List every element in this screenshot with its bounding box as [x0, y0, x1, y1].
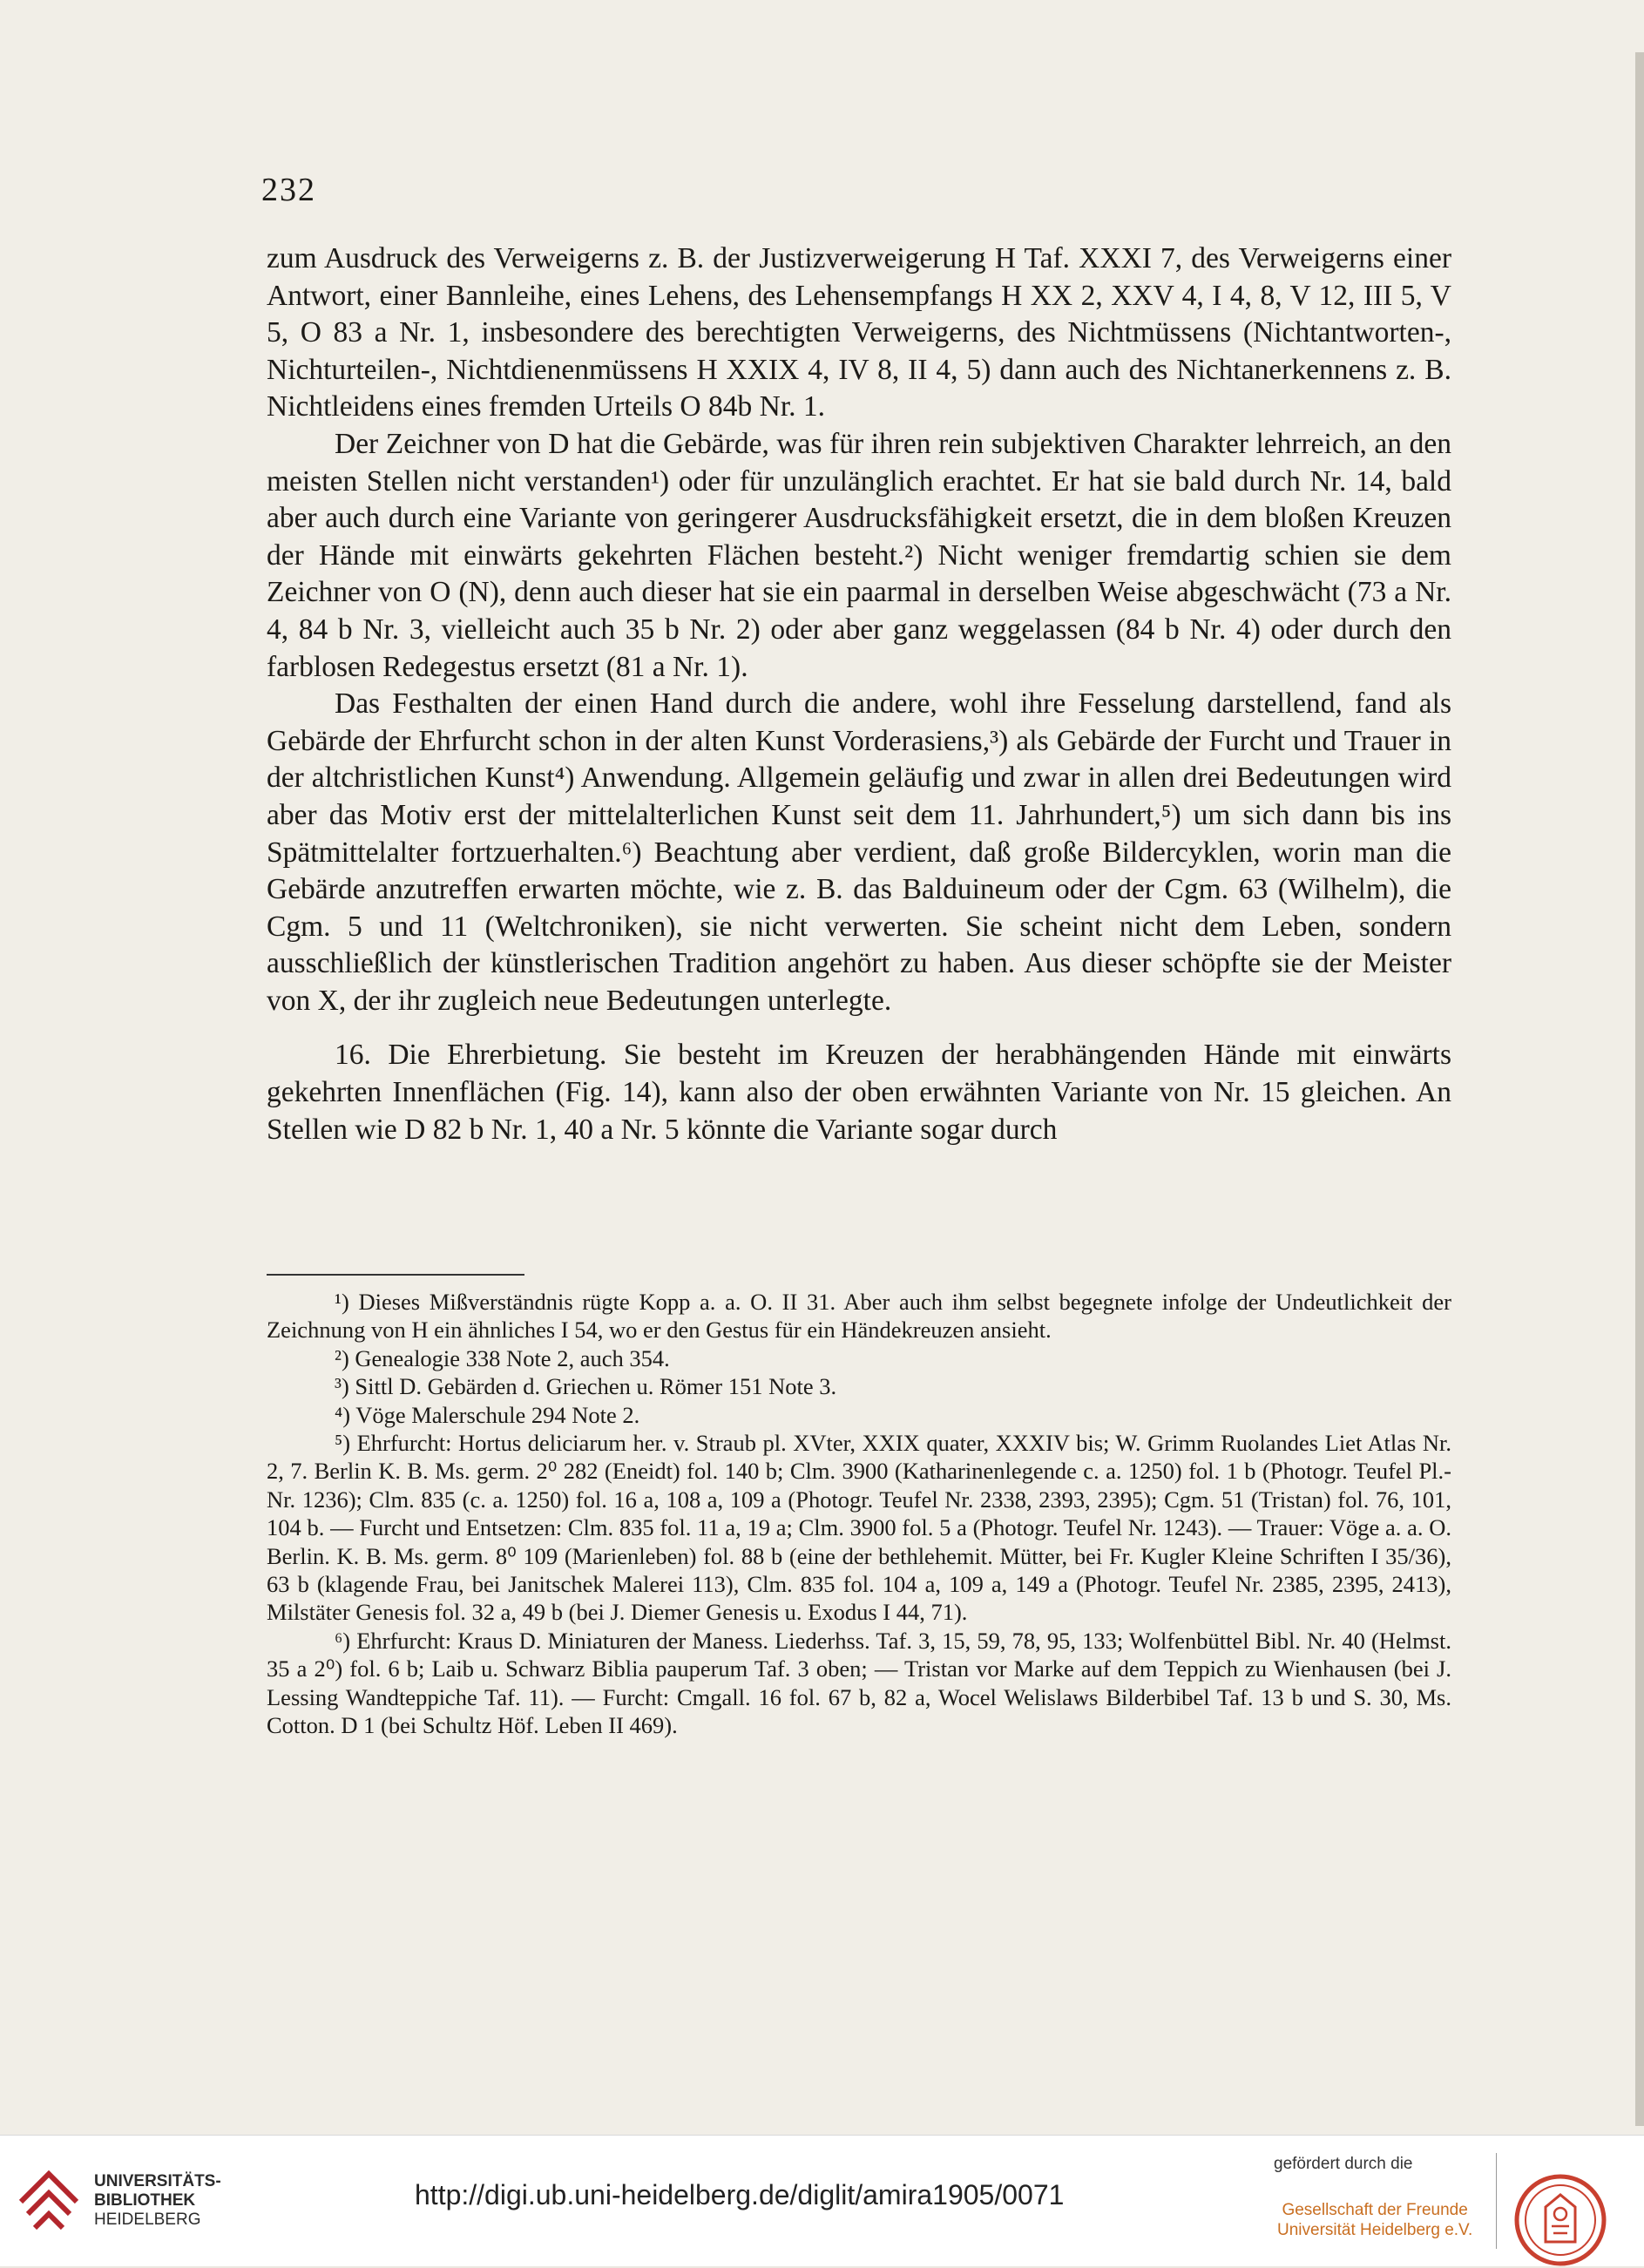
- library-name-line: HEIDELBERG: [94, 2210, 201, 2229]
- footnote: ³) Sittl D. Gebärden d. Griechen u. Römer 151 Note 3.: [335, 1373, 837, 1400]
- library-logo-icon[interactable]: [16, 2167, 84, 2237]
- viewer-footer: [0, 2135, 1644, 2266]
- footnote: ²) Genealogie 338 Note 2, auch 354.: [335, 1344, 670, 1371]
- footnote: ¹) Dieses Mißverständnis rügte Kopp a. a. O. II 31. Aber auch ihm selbst begegnete infolge der Undeutlichkeit der Zeichnung von H ein ähnliches I 54, wo er den Gestus für ein Händekreuzen ansieht.: [267, 1289, 1451, 1344]
- sponsor-line: Gesellschaft der Freunde: [1282, 2201, 1468, 2219]
- sponsor-name[interactable]: [1277, 2200, 1472, 2240]
- body-text: [267, 240, 1451, 1148]
- paragraph: zum Ausdruck des Verweigerns z. B. der Justizverweigerung H Taf. XXXI 7, des Verweigerns einer Antwort, einer Bannleihe, eines Lehens, des Lehensempfangs H XX 2, XXV 4, I 4, 8, V 12, III 5, V 5, O 83 a Nr. 1, insbesondere des berechtigten Verweigerns, des Nichtmüssens (Nichtantworten-, Nichturteilen-, Nichtdienenmüssens H XXIX 4, IV 8, II 4, 5) dann auch des Nichtanerkennens z. B. Nichtleidens eines fremden Urteils O 84b Nr. 1.: [267, 242, 1451, 423]
- sponsor-line: Universität Heidelberg e.V.: [1277, 2221, 1473, 2239]
- university-seal-icon: [1512, 2172, 1608, 2268]
- footer-divider: [1496, 2153, 1497, 2249]
- footnote: ⁵) Ehrfurcht: Hortus deliciarum her. v. Straub pl. XVter, XXIX quater, XXXIV bis; W. Grimm Ruolandes Liet Atlas Nr. 2, 7. Berlin K. B. Ms. germ. 2⁰ 282 (Eneidt) fol. 140 b; Clm. 3900 (Katharinenlegende c. a. 1250) fol. 1 b (Photogr. Teufel Pl.-Nr. 1236); Clm. 835 (c. a. 1250) fol. 16 a, 108 a, 109 a (Photogr. Teufel Nr. 2338, 2393, 2395); Cgm. 51 (Tristan) fol. 76, 101, 104 b. — Furcht und Entsetzen: Clm. 835 fol. 11 a, 19 a; Clm. 3900 fol. 5 a (Photogr. Teufel Nr. 1243). — Trauer: Vöge a. a. O. Berlin. K. B. Ms. germ. 8⁰ 109 (Marienleben) fol. 88 b (eine der bethlehemit. Mütter, bei Fr. Kugler Kleine Schriften I 35/36), 63 b (klagende Frau, bei Janitschek Malerei 113), Clm. 835 fol. 104 a, 109 a, 149 a (Photogr. Teufel Nr. 2385, 2395, 2413), Milstäter Genesis fol. 32 a, 49 b (bei J. Diemer Genesis u. Exodus I 44, 71).: [267, 1430, 1451, 1626]
- footnote: ⁶) Ehrfurcht: Kraus D. Miniaturen der Maness. Liederhss. Taf. 3, 15, 59, 78, 95, 133; Wolfenbüttel Bibl. Nr. 40 (Helmst. 35 a 2⁰) fol. 6 b; Laib u. Schwarz Biblia pauperum Taf. 3 oben; — Tristan vor Marke auf dem Teppich zu Wienhausen (bei J. Lessing Wandteppiche Taf. 11). — Furcht: Cmgall. 16 fol. 67 b, 82 a, Wocel Welislaws Bilderbibel Taf. 13 b und S. 30, Ms. Cotton. D 1 (bei Schultz Höf. Leben II 469).: [267, 1627, 1451, 1739]
- footnote: ⁴) Vöge Malerschule 294 Note 2.: [335, 1401, 640, 1428]
- sponsor-prefix: gefördert durch die: [1274, 2155, 1413, 2173]
- library-name-line: UNIVERSITÄTS-: [94, 2172, 221, 2190]
- footnote-rule: [267, 1274, 524, 1276]
- section-paragraph: 16. Die Ehrerbietung. Sie besteht im Kreuzen der herabhängenden Hände mit einwärts gekehrten Innenflächen (Fig. 14), kann also der oben erwähnten Variante von Nr. 15 gleichen. An Stellen wie D 82 b Nr. 1, 40 a Nr. 5 könnte die Variante sogar durch: [267, 1039, 1451, 1146]
- paragraph: Das Festhalten der einen Hand durch die andere, wohl ihre Fesselung darstellend, fand als Gebärde der Ehrfurcht schon in der alten Kunst Vorderasiens,³) als Gebärde der Furcht und Trauer in der altchristlichen Kunst⁴) Anwendung. Allgemein geläufig und zwar in allen drei Bedeutungen wird aber das Motiv erst der mittelalterlichen Kunst seit dem 11. Jahrhundert,⁵) um sich dann bis ins Spätmittelalter fortzuerhalten.⁶) Beachtung aber verdient, daß große Bildercyklen, worin man die Gebärde anzutreffen erwarten möchte, wie z. B. das Balduineum oder der Cgm. 63 (Wilhelm), die Cgm. 5 und 11 (Weltchroniken), sie nicht verwerten. Sie scheint nicht dem Leben, sondern ausschließlich der künstlerischen Tradition angehört zu haben. Aus dieser schöpfte sie der Meister von X, der ihr zugleich neue Bedeutungen unterlegte.: [267, 687, 1451, 1017]
- library-name-line: BIBLIOTHEK: [94, 2191, 196, 2210]
- permalink-url[interactable]: http://digi.ub.uni-heidelberg.de/diglit/amira1905/0071: [415, 2179, 1065, 2210]
- library-name[interactable]: [94, 2172, 221, 2230]
- page-edge-shadow: [1635, 52, 1644, 2126]
- page-number: 232: [261, 172, 316, 208]
- footnotes: [267, 1288, 1451, 1740]
- paragraph: Der Zeichner von D hat die Gebärde, was für ihren rein subjektiven Charakter lehrreich, an den meisten Stellen nicht verstanden¹) oder für unzulänglich erachtet. Er hat sie bald durch Nr. 14, bald aber auch durch eine Variante von geringerer Ausdrucksfähigkeit ersetzt, die in dem bloßen Kreuzen der Hände mit einwärts gekehrten Flächen besteht.²) Nicht weniger fremdartig schien sie dem Zeichner von O (N), denn auch dieser hat sie ein paarmal in derselben Weise abgeschwächt (73 a Nr. 4, 84 b Nr. 3, vielleicht auch 35 b Nr. 2) oder aber ganz weggelassen (84 b Nr. 4) oder durch den farblosen Redegestus ersetzt (81 a Nr. 1).: [267, 427, 1451, 683]
